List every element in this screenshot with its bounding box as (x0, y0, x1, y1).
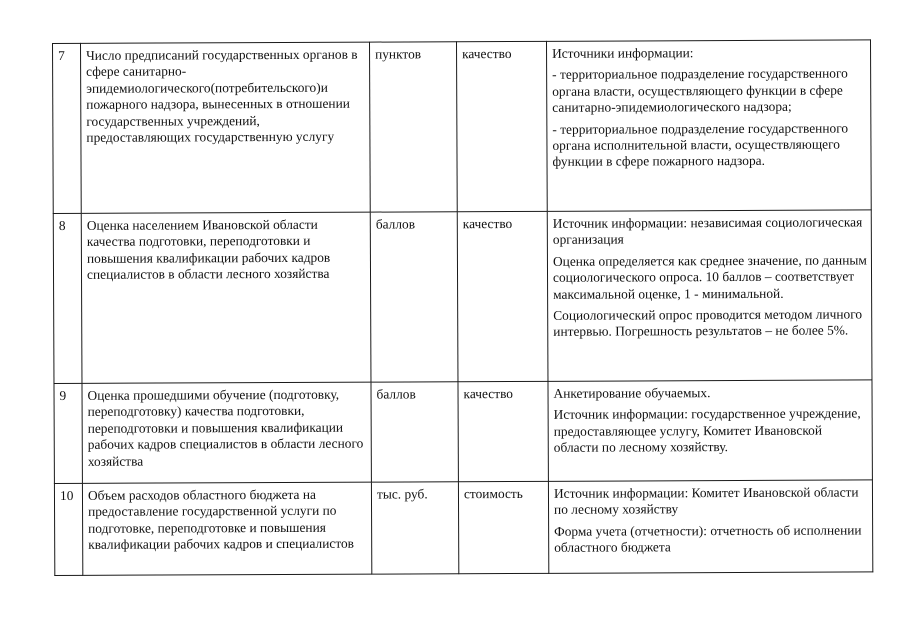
row-number: 9 (54, 383, 82, 483)
note-line: Источники информации: (552, 45, 694, 61)
indicator-name: Оценка населением Ивановской области качества подготовки, переподготовки и повышения квалификации рабочих кадров специалистов в области лесного хозяйства (81, 212, 371, 383)
indicator-type: стоимость (458, 481, 548, 573)
indicator-name: Объем расходов областного бюджета на предоставление государственной услуги по подготовке, переподготовке и повышения квалификации рабочих кадров и специалистов (82, 482, 371, 575)
notes-cell (548, 380, 872, 481)
note-line: - территориальное подразделение государственного органа исполнительной власти, осуществляющего функции в сфере пожарного надзора. (552, 120, 849, 170)
notes-cell (547, 210, 872, 381)
table-row (53, 210, 872, 384)
unit-of-measure: пунктов (369, 42, 457, 212)
note-line: Источник информации: независимая социологическая организация (552, 214, 863, 248)
note-line: Анкетирование обучаемых. (553, 385, 711, 401)
unit-of-measure: тыс. руб. (371, 482, 458, 574)
row-number: 8 (53, 213, 82, 383)
notes-cell (548, 480, 872, 573)
unit-of-measure: баллов (370, 212, 458, 382)
indicator-name: Число предписаний государственных органов в сфере санитарно-эпидемиологического(потребительского)и пожарного надзора, вынесенных в отношении государственных учреждений, предоставляющих государственную услугу (81, 42, 371, 213)
indicator-type: качество (457, 211, 548, 381)
indicators-table (52, 39, 873, 576)
table-row (53, 40, 872, 214)
table-row (54, 380, 872, 484)
indicator-name: Оценка прошедшими обучение (подготовку, переподготовку) качества подготовки, переподготовки и повышения квалификации рабочих кадров специалистов в области лесного хозяйства (82, 382, 371, 483)
unit-of-measure: баллов (371, 382, 458, 482)
indicator-type: качество (456, 41, 547, 211)
notes-cell (546, 40, 871, 211)
note-line: Социологический опрос проводится методом личного интервью. Погрешность результатов – не более 5%. (553, 306, 863, 340)
note-line: Источник информации: Комитет Ивановской области по лесному хозяйству (553, 484, 859, 518)
row-number: 10 (54, 483, 82, 575)
indicator-type: качество (458, 381, 548, 481)
note-line: - территориальное подразделение государственного органа власти, осуществляющего функции в сфере санитарно-эпидемиологического надзора; (552, 65, 848, 116)
note-line: Форма учета (отчетности): отчетность об исполнении областного бюджета (554, 522, 862, 556)
note-line: Оценка определяется как среднее значение, по данным социологического опроса. 10 баллов – соответствует максимальной оценке, 1 - минимальной. (552, 252, 867, 302)
note-line: Источник информации: государственное учреждение, предоставляющее услугу, Комитет Ивановской области по лесному хозяйству. (553, 405, 861, 456)
table-row (54, 480, 872, 576)
row-number: 7 (53, 43, 82, 213)
